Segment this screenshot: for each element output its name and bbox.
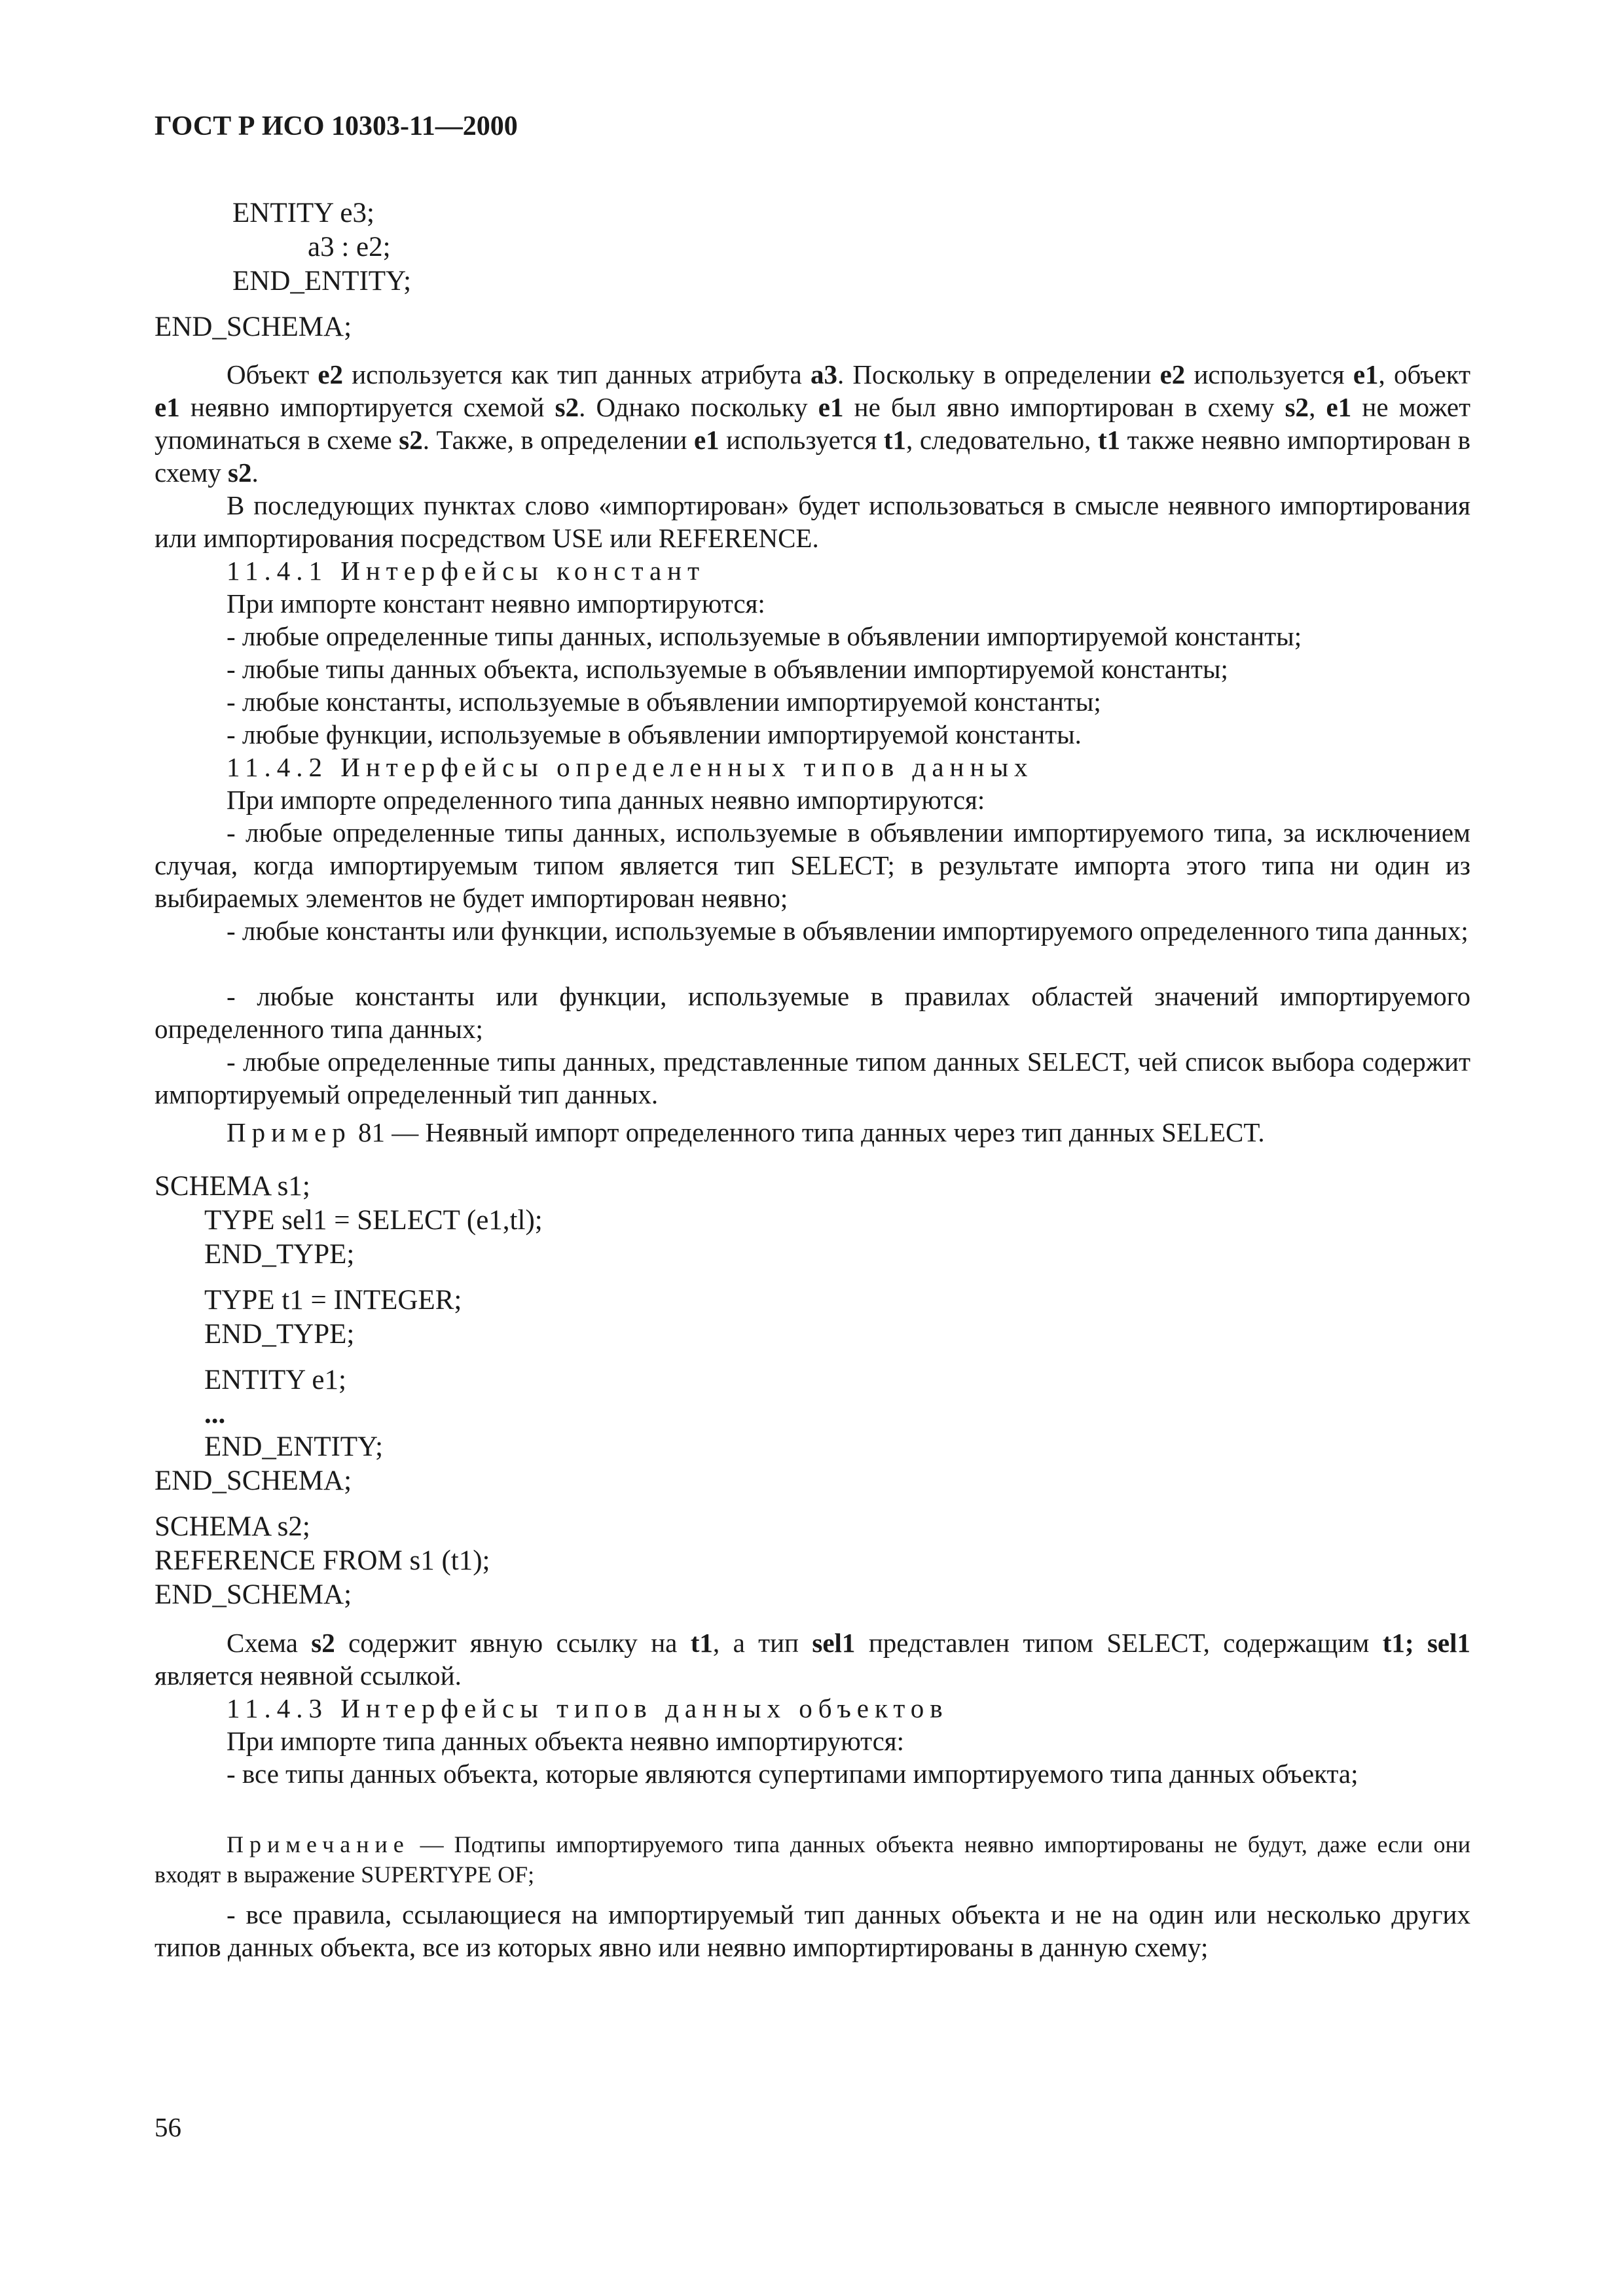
code-line: SCHEMA s1; [155, 1171, 310, 1202]
list-item: - любые определенные типы данных, используемые в объявлении импортируемого типа, за исключением случая, когда импортируемым типом является тип SELECT; в результате импорта этого типа ни один из выбираемых элементов не будет импортирован неявно; [155, 817, 1470, 913]
code-line-attr-a3: a3 : e2; [308, 232, 391, 262]
page-number: 56 [155, 2112, 181, 2142]
section-heading-11-4-1: 11.4.1 Интерфейсы констант [227, 556, 706, 586]
code-line: ENTITY e1; [204, 1365, 346, 1395]
example-text: 81 — Неявный импорт определенного типа данных через тип данных SELECT. [351, 1117, 1265, 1147]
list-item: - любые типы данных объекта, используемые в объявлении импортируемой константы; [227, 654, 1228, 684]
code-line: END_SCHEMA; [155, 1465, 352, 1496]
example-caption-81 [155, 1116, 1470, 1149]
code-line-entity-e3: ENTITY e3; [232, 198, 374, 228]
document-header: ГОСТ Р ИСО 10303-11—2000 [155, 111, 518, 141]
section-heading-11-4-3: 11.4.3 Интерфейсы типов данных объектов [227, 1693, 949, 1723]
paragraph-implicit-import-explanation: Объект e2 используется как тип данных атрибута a3. Поскольку в определении e2 используется e1, объект e1 неявно импортируется схемой s2. Однако поскольку e1 не был явно импортирован в схему s2, e1 не может упоминаться в схеме s2. Также, в определении e1 используется t1, следовательно, t1 также неявно импортирован в схему s2. [155, 359, 1471, 488]
code-line-ellipsis: ... [204, 1399, 226, 1429]
list-item: - любые определенные типы данных, представленные типом данных SELECT, чей список выбора содержит импортируемый определенный тип данных. [155, 1047, 1470, 1109]
list-item: - любые константы, используемые в объявлении импортируемой константы; [227, 687, 1101, 717]
code-line: END_TYPE; [204, 1319, 355, 1350]
note-label: Примечание [227, 1831, 410, 1857]
section-intro-11-4-2: При импорте определенного типа данных неявно импортируются: [227, 785, 985, 815]
list-item: - любые определенные типы данных, используемые в объявлении импортируемой константы; [227, 621, 1302, 651]
list-item: - любые константы или функции, используемые в правилах областей значений импортируемого определенного типа данных; [155, 981, 1470, 1044]
section-intro-11-4-1: При импорте констант неявно импортируются: [227, 588, 765, 619]
list-item: - все типы данных объекта, которые являются супертипами импортируемого типа данных объекта; [227, 1759, 1359, 1789]
code-line: END_SCHEMA; [155, 1579, 352, 1610]
paragraph-reference-explanation: Схема s2 содержит явную ссылку на t1, а тип sel1 представлен типом SELECT, содержащим t1; sel1 является неявной ссылкой. [155, 1628, 1470, 1691]
code-line-end-entity: END_ENTITY; [232, 266, 412, 296]
code-line: REFERENCE FROM s1 (t1); [155, 1545, 490, 1576]
note-text: — Подтипы импортируемого типа данных объекта неявно импортированы не будут, даже если они входят в выражение SUPERTYPE OF; [155, 1831, 1470, 1888]
list-item: - любые функции, используемые в объявлении импортируемой константы. [227, 719, 1082, 749]
code-line: SCHEMA s2; [155, 1511, 310, 1542]
example-label: Пример [227, 1117, 352, 1147]
code-line: TYPE t1 = INTEGER; [204, 1285, 462, 1316]
list-item: - все правила, ссылающиеся на импортируемый тип данных объекта и не на один или несколько других типов данных объекта, все из которых явно или неявно импортиртированы в данную схему; [155, 1899, 1470, 1962]
section-intro-11-4-3: При импорте типа данных объекта неявно импортируются: [227, 1726, 905, 1756]
paragraph-imported-term-definition: В последующих пунктах слово «импортирован» будет использоваться в смысле неявного импортирования или импортирования посредством USE или REFERENCE. [155, 490, 1470, 553]
section-heading-11-4-2: 11.4.2 Интерфейсы определенных типов данных [227, 752, 1034, 782]
note-subtypes [155, 1829, 1470, 1890]
code-line: END_TYPE; [204, 1239, 355, 1270]
code-line-end-schema: END_SCHEMA; [155, 312, 352, 342]
code-line: TYPE sel1 = SELECT (e1,tl); [204, 1205, 543, 1236]
list-item: - любые константы или функции, используемые в объявлении импортируемого определенного типа данных; [227, 916, 1468, 946]
code-line: END_ENTITY; [204, 1431, 384, 1462]
